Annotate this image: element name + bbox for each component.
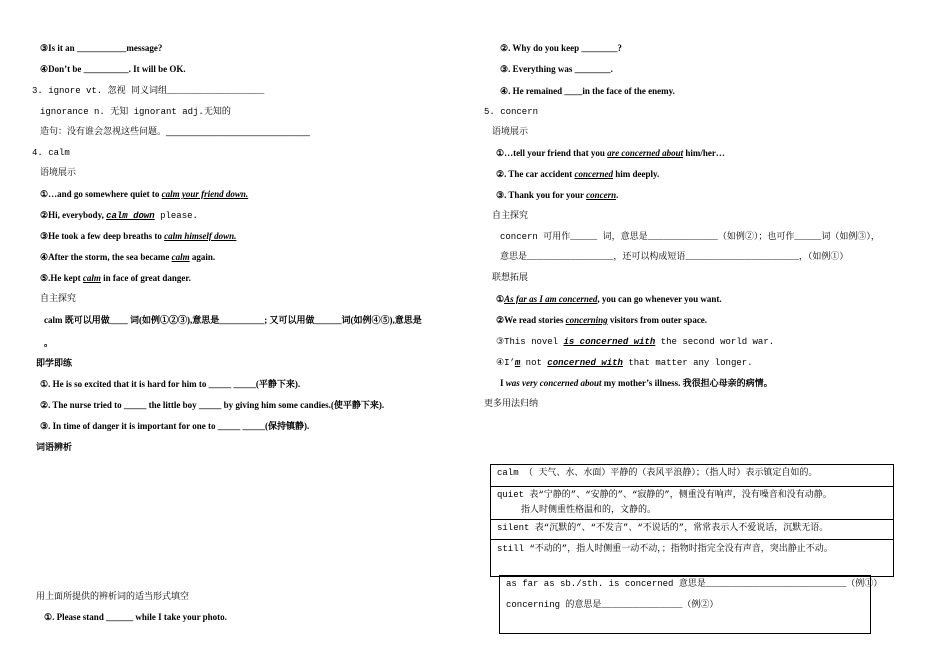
concern-example-1: ①…tell your friend that you are concerned about him/her… bbox=[496, 148, 725, 158]
practice-label: 即学即练 bbox=[36, 359, 73, 369]
association-5: I was very concerned about my mother’s illness. 我很担心母亲的病情。 bbox=[500, 378, 773, 388]
ignorance-line: ignorance n. 无知 ignorant adj.无知的 bbox=[40, 107, 231, 117]
calm-example-5: ⑤.He kept calm in face of great danger. bbox=[40, 273, 191, 283]
practice-3: ③. In time of danger it is important for one to _____ _____(保持镇静). bbox=[40, 421, 310, 431]
row-silent: silent 表“沉默的”、“不发言”、“不说话的”，常常表示人不爱说话，沉默无语。 bbox=[497, 523, 829, 533]
calm-explore-line: calm 既可以用做____ 词(如例①②③),意思是__________; 又可以用做______词(如例④⑤),意思是 bbox=[44, 315, 422, 325]
concern-example-2: ②. The car accident concerned him deeply. bbox=[496, 169, 660, 179]
concern-explore-2: 意思是________________，还可以构成短语_____________________，（如例①） bbox=[500, 252, 849, 262]
word-analysis-label: 词语辨析 bbox=[36, 443, 73, 453]
ignore-heading: 3. ignore vt. 忽视 同义词组__________________ bbox=[32, 86, 265, 96]
calm-example-2: ②Hi, everybody, calm down please. bbox=[40, 210, 198, 221]
left-line-1: ③Is it an ___________message? bbox=[40, 43, 163, 53]
calm-example-1: ①…and go somewhere quiet to calm your friend down. bbox=[40, 189, 249, 199]
association-2: ②We read stories concerning visitors from outer space. bbox=[496, 315, 708, 325]
right-line-2: ③. Everything was ________. bbox=[500, 64, 613, 74]
calm-example-3: ③He took a few deep breaths to calm himself down. bbox=[40, 231, 237, 241]
explore-label: 自主探究 bbox=[40, 294, 77, 304]
row-still: still “不动的”，指人时侧重一动不动，；指物时指完全没有声音，突出静止不动。 bbox=[497, 544, 833, 554]
practice-2: ②. The nurse tried to _____ the little boy _____ by giving him some candies.(使平静下来). bbox=[40, 400, 385, 410]
fill-in-1: ①. Please stand ______ while I take your photo. bbox=[44, 612, 227, 622]
context-label-2: 语境展示 bbox=[492, 127, 529, 137]
sentence-prompt: 造句：没有谁会忽视这些问题。________________________________ bbox=[40, 127, 311, 137]
usage-line-1: as far as sb./sth. is concerned 意思是__________________________（例①） bbox=[506, 579, 883, 589]
association-3: ③This novel is concerned with the second world war. bbox=[496, 337, 775, 347]
calm-heading: 4. calm bbox=[32, 148, 70, 158]
usage-line-2: concerning 的意思是_______________（例②） bbox=[506, 600, 719, 610]
concern-explore-1: concern 可用作_____ 词，意思是_____________（如例②）；也可作_____词（如例③）， bbox=[500, 232, 880, 242]
left-line-2: ④Don’t be __________. It will be OK. bbox=[40, 64, 186, 74]
concern-example-3: ③. Thank you for your concern. bbox=[496, 190, 619, 200]
right-line-1: ②. Why do you keep ________? bbox=[500, 43, 622, 53]
usage-box bbox=[499, 575, 883, 634]
concern-heading: 5. concern bbox=[484, 107, 539, 117]
association-1: ①As far as I am concerned, you can go whenever you want. bbox=[496, 294, 722, 304]
calm-example-4: ④After the storm, the sea became calm again. bbox=[40, 252, 216, 262]
row-quiet: quiet 表“宁静的”、“安静的”、“寂静的”，侧重没有响声，没有噪音和没有动静。 bbox=[497, 490, 832, 500]
more-usage-label: 更多用法归纳 bbox=[484, 399, 539, 409]
context-label: 语境展示 bbox=[40, 168, 77, 178]
right-line-3: ④. He remained ____in the face of the enemy. bbox=[500, 86, 675, 96]
association-label: 联想拓展 bbox=[492, 273, 529, 283]
association-4: ④I’m not concerned with that matter any longer. bbox=[496, 358, 753, 368]
calm-explore-end: 。 bbox=[44, 338, 54, 348]
row-quiet-2: 指人时侧重性格温和的，文静的。 bbox=[521, 505, 657, 515]
row-calm: calm （ 天气、水、水面）平静的（表风平浪静）；（指人时）表示镇定自如的。 bbox=[497, 468, 818, 478]
practice-1: ①. He is so excited that it is hard for him to _____ _____(平静下来). bbox=[40, 379, 301, 389]
fill-in-instruction: 用上面所提供的辨析词的适当形式填空 bbox=[36, 592, 190, 602]
synonym-table bbox=[490, 464, 894, 577]
explore-label-2: 自主探究 bbox=[492, 211, 529, 221]
